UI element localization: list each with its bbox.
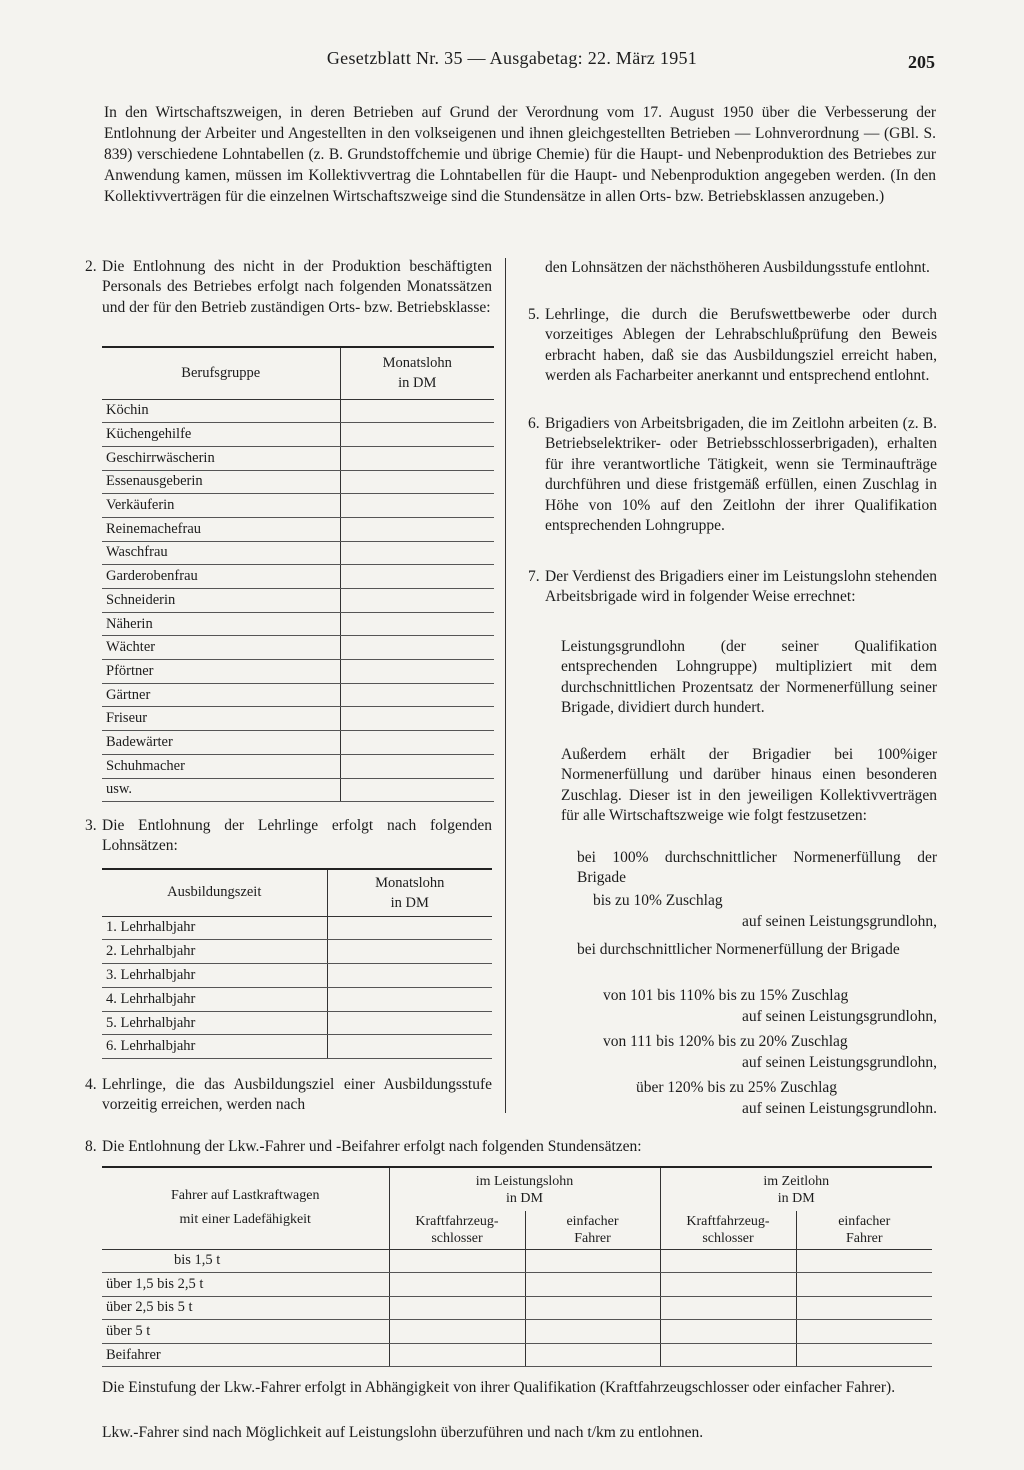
column-header-einfacher-fahrer: einfacher Fahrer [525,1211,660,1249]
lkw-value-cell [796,1273,932,1297]
section-text: Die Entlohnung der Lehrlinge erfolgt nach folgenden Lohnsätzen: [102,817,492,855]
section-number: 4. [85,1076,97,1093]
beruf-row [102,446,494,470]
surcharge-value-15: von 101 bis 110% bis zu 15% Zuschlag [603,987,849,1004]
lkw-value-cell [525,1296,660,1320]
surcharge-basis: auf seinen Leistungsgrundlohn, [741,1008,937,1025]
page-header-title: Gesetzblatt Nr. 35 — Ausgabetag: 22. März 1951 [326,48,698,68]
lehr-row-label: 3. Lehrhalbjahr [102,964,327,988]
beruf-value-cell [340,541,494,565]
section-number: 3. [85,817,97,834]
section-2 [85,257,492,318]
beruf-row-label: Garderobenfrau [102,565,340,589]
column-header-monatslohn: Monatslohn in DM [340,347,494,399]
lehr-value-cell [327,987,492,1011]
section-number: 8. [85,1138,97,1155]
lkw-value-cell [796,1296,932,1320]
page-number: 205 [908,52,935,72]
table-lkw-fahrer [102,1166,932,1367]
column-divider [505,258,506,1113]
beruf-row-label: Küchengehilfe [102,423,340,447]
section-text: Die Entlohnung der Lkw.-Fahrer und -Beifahrer erfolgt nach folgenden Stundensätzen: [102,1138,642,1155]
lehr-row [102,1035,492,1059]
section-4 [85,1075,492,1116]
lkw-value-cell [389,1249,525,1273]
column-group-leistungslohn: im Leistungslohn in DM [389,1167,660,1211]
section-8 [85,1137,932,1157]
lkw-value-cell [796,1249,932,1273]
beruf-row [102,612,494,636]
beruf-row-label: Köchin [102,399,340,423]
lkw-value-cell [525,1343,660,1367]
section-number: 7. [528,568,540,585]
lehr-row-label: 5. Lehrhalbjahr [102,1011,327,1035]
beruf-row-label: Verkäuferin [102,494,340,518]
column-header-monatslohn: Monatslohn in DM [327,869,492,916]
lkw-row-label: über 2,5 bis 5 t [102,1296,389,1320]
lehr-value-cell [327,1011,492,1035]
section-text: Der Verdienst des Brigadiers einer im Leistungslohn stehenden Arbeitsbrigade wird in folgender Weise errechnet: [545,568,937,606]
beruf-row [102,470,494,494]
lkw-row [102,1343,932,1367]
lkw-row-label: über 1,5 bis 2,5 t [102,1273,389,1297]
surcharge-basis: auf seinen Leistungsgrundlohn, [741,1054,937,1071]
lkw-row [102,1273,932,1297]
section-text: Die Entlohnung des nicht in der Produktion beschäftigten Personals des Betriebes erfolgt nach folgenden Monatssätzen und der für den Betrieb zuständigen Orts- bzw. Betriebsklasse: [102,258,492,316]
lehr-row [102,987,492,1011]
section-4-continued: den Lohnsätzen der nächsthöheren Ausbildungsstufe entlohnt. [545,259,930,276]
beruf-value-cell [340,494,494,518]
beruf-row-label: Friseur [102,707,340,731]
beruf-row [102,731,494,755]
beruf-row [102,660,494,684]
section-3 [85,816,492,857]
lkw-row-label: bis 1,5 t [102,1249,389,1273]
lehr-row [102,964,492,988]
lehr-row [102,940,492,964]
lkw-row-label: Beifahrer [102,1343,389,1367]
section-number: 5. [528,306,540,323]
lkw-value-cell [525,1320,660,1344]
section-7-formula: Leistungsgrundlohn (der seiner Qualifikation entsprechenden Lohngruppe) multipliziert mit dem durchschnittlichen Prozentsatz der Normenerfüllung seiner Brigade, dividiert durch hundert. [561,638,937,717]
lkw-value-cell [660,1320,796,1344]
beruf-value-cell [340,754,494,778]
beruf-value-cell [340,589,494,613]
beruf-row [102,517,494,541]
surcharge-condition-above: bei durchschnittlicher Normenerfüllung der Brigade [577,941,900,958]
beruf-value-cell [340,399,494,423]
beruf-row-label: Geschirrwäscherin [102,446,340,470]
section-5 [528,305,937,387]
beruf-value-cell [340,423,494,447]
beruf-row [102,541,494,565]
lkw-row [102,1320,932,1344]
beruf-value-cell [340,565,494,589]
beruf-row-label: usw. [102,778,340,802]
beruf-value-cell [340,778,494,802]
lehr-row-label: 4. Lehrhalbjahr [102,987,327,1011]
lehr-value-cell [327,964,492,988]
column-header-berufsgruppe: Berufsgruppe [102,347,340,399]
lkw-value-cell [389,1320,525,1344]
lkw-value-cell [660,1343,796,1367]
beruf-row [102,636,494,660]
lkw-value-cell [796,1320,932,1344]
beruf-row [102,683,494,707]
beruf-row [102,494,494,518]
section-text: Brigadiers von Arbeitsbrigaden, die im Zeitlohn arbeiten (z. B. Betriebselektriker- oder Betriebsschlosserbrigaden), erhalten für ihre verantwortliche Tätigkeit, wenn sie Terminaufträge durchführen und diese fristgemäß erfüllen, einen Zuschlag in Höhe von 10% auf den Zeitlohn der ihrer Qualifikation entsprechenden Lohngruppe. [545,415,937,535]
beruf-value-cell [340,731,494,755]
lehr-row [102,1011,492,1035]
surcharge-condition-100: bei 100% durchschnittlicher Normenerfüllung der Brigade [577,849,937,887]
beruf-row-label: Gärtner [102,683,340,707]
lkw-value-cell [389,1296,525,1320]
table-lehrlinge [102,868,492,1059]
column-group-zeitlohn: im Zeitlohn in DM [660,1167,932,1211]
beruf-row-label: Essenausgeberin [102,470,340,494]
beruf-row-label: Wächter [102,636,340,660]
lehr-row-label: 6. Lehrhalbjahr [102,1035,327,1059]
beruf-row [102,754,494,778]
section-text: Lehrlinge, die das Ausbildungsziel einer Ausbildungsstufe vorzeitig erreichen, werden nach [102,1076,492,1114]
lkw-value-cell [660,1296,796,1320]
beruf-row-label: Schneiderin [102,589,340,613]
beruf-value-cell [340,660,494,684]
column-header-einfacher-fahrer: einfacher Fahrer [796,1211,932,1249]
beruf-row [102,399,494,423]
footer-leistungslohn: Lkw.-Fahrer sind nach Möglichkeit auf Leistungslohn überzuführen und nach t/km zu entlohnen. [102,1424,704,1441]
beruf-row [102,565,494,589]
beruf-value-cell [340,612,494,636]
column-header-kfz-schlosser: Kraftfahrzeug- schlosser [660,1211,796,1249]
section-7-surcharge-intro: Außerdem erhält der Brigadier bei 100%iger Normenerfüllung und darüber hinaus einen besonderen Zuschlag. Dieser ist in den jeweiligen Kollektivverträgen für alle Wirtschaftszweige wie folgt festzusetzen: [561,746,937,825]
section-text: Lehrlinge, die durch die Berufswettbewerbe oder durch vorzeitiges Ablegen der Lehrabschlußprüfung den Beweis erbracht haben, daß sie das Ausbildungsziel erreicht haben, werden als Facharbeiter anerkannt und entsprechend entlohnt. [545,306,937,385]
lehr-value-cell [327,940,492,964]
beruf-value-cell [340,707,494,731]
lkw-value-cell [525,1249,660,1273]
surcharge-value-25: über 120% bis zu 25% Zuschlag [636,1079,838,1096]
beruf-value-cell [340,446,494,470]
beruf-value-cell [340,517,494,541]
section-number: 2. [85,258,97,275]
beruf-row-label: Pförtner [102,660,340,684]
column-header-ladefaehigkeit: Fahrer auf Lastkraftwagen mit einer Ladefähigkeit [102,1167,389,1249]
lkw-row-label: über 5 t [102,1320,389,1344]
lehr-row-label: 2. Lehrhalbjahr [102,940,327,964]
beruf-row [102,778,494,802]
beruf-row-label: Waschfrau [102,541,340,565]
surcharge-basis: auf seinen Leistungsgrundlohn, [741,913,937,930]
beruf-value-cell [340,636,494,660]
lkw-value-cell [389,1273,525,1297]
lehr-row-label: 1. Lehrhalbjahr [102,916,327,940]
lehr-value-cell [327,916,492,940]
lkw-row [102,1249,932,1273]
beruf-row [102,423,494,447]
surcharge-value-10: bis zu 10% Zuschlag [593,892,723,909]
column-header-ausbildungszeit: Ausbildungszeit [102,869,327,916]
intro-paragraph: In den Wirtschaftszweigen, in deren Betrieben auf Grund der Verordnung vom 17. August 1950 über die Verbesserung der Entlohnung der Arbeiter und Angestellten in den volkseigenen und ihnen gleichgestellten Betrieben — Lohnverordnung — (GBl. S. 839) verschiedene Lohntabellen (z. B. Grundstoffchemie und übrige Chemie) für die Haupt- und Nebenproduktion des Betriebes zur Anwendung kamen, müssen im Kollektivvertrag die Lohntabellen für die Haupt- und Nebenproduktion angegeben werden. (In den Kollektivverträgen für die einzelnen Wirtschaftszweige sind die Stundensätze in allen Orts- bzw. Betriebsklassen anzugeben.) [104,104,936,205]
surcharge-basis: auf seinen Leistungsgrundlohn. [741,1100,937,1117]
footer-einstufung: Die Einstufung der Lkw.-Fahrer erfolgt in Abhängigkeit von ihrer Qualifikation (Kraftfahrzeugschlosser oder einfacher Fahrer). [102,1379,896,1396]
beruf-row-label: Badewärter [102,731,340,755]
lkw-value-cell [525,1273,660,1297]
beruf-row-label: Reinemachefrau [102,517,340,541]
section-6 [528,414,937,536]
section-number: 6. [528,415,540,432]
lehr-row [102,916,492,940]
lehr-value-cell [327,1035,492,1059]
lkw-row [102,1296,932,1320]
surcharge-value-20: von 111 bis 120% bis zu 20% Zuschlag [603,1033,848,1050]
beruf-row [102,707,494,731]
beruf-value-cell [340,470,494,494]
lkw-value-cell [796,1343,932,1367]
table-berufsgruppen [102,346,494,802]
beruf-row-label: Näherin [102,612,340,636]
lkw-value-cell [389,1343,525,1367]
section-7 [528,567,937,608]
column-header-kfz-schlosser: Kraftfahrzeug- schlosser [389,1211,525,1249]
beruf-row [102,589,494,613]
beruf-value-cell [340,683,494,707]
lkw-value-cell [660,1273,796,1297]
beruf-row-label: Schuhmacher [102,754,340,778]
lkw-value-cell [660,1249,796,1273]
